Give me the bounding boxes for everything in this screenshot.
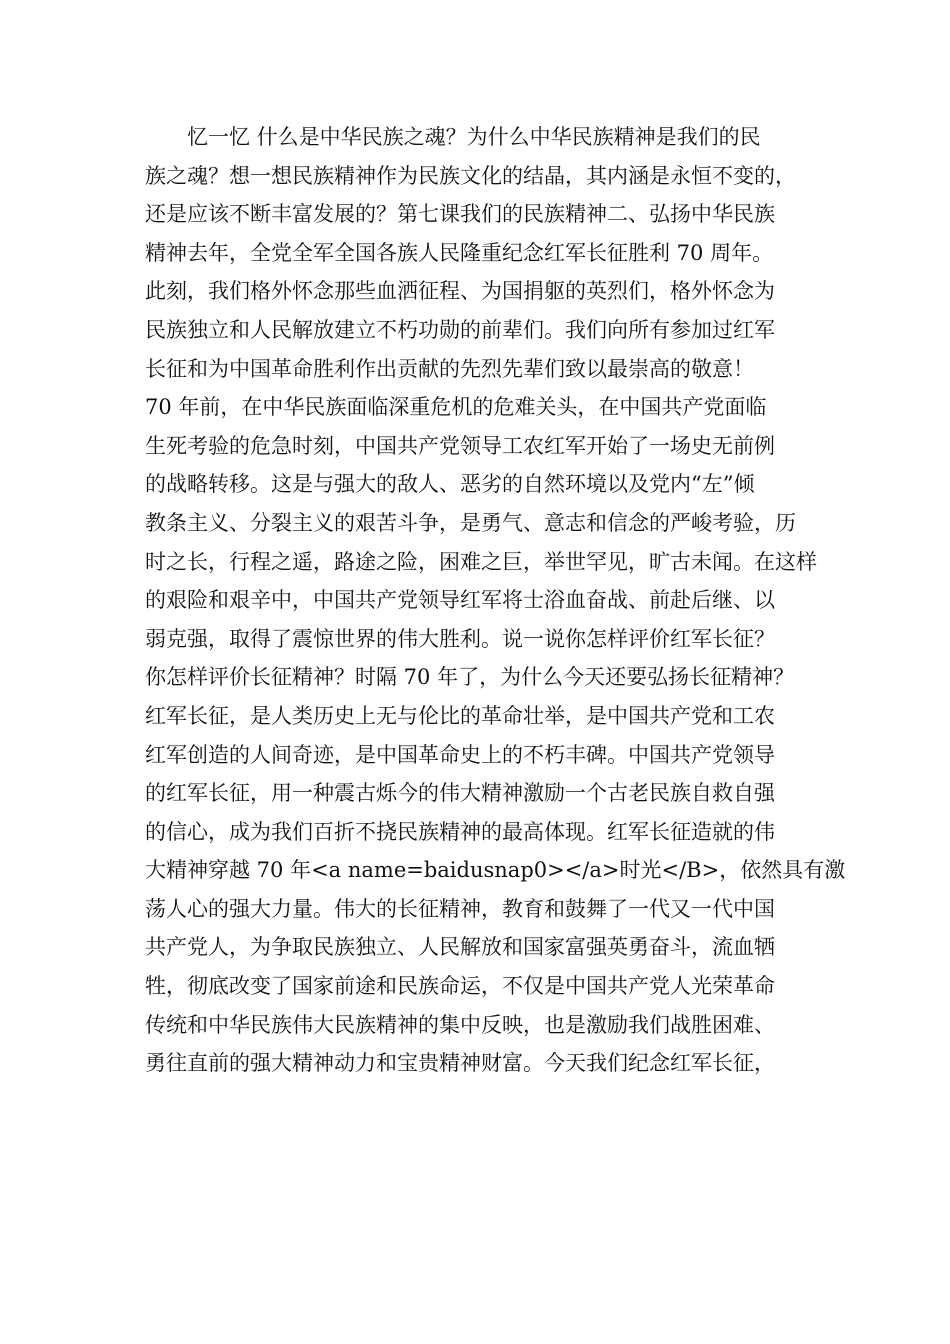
text-line: 生死考验的危急时刻，中国共产党领导工农红军开始了一场史无前例: [145, 433, 775, 458]
text-line: 长征和为中国革命胜利作出贡献的先烈先辈们致以最崇高的敬意！: [145, 356, 754, 381]
text-line: 共产党人，为争取民族独立、人民解放和国家富强英勇奋斗，流血牺: [145, 935, 775, 960]
text-line: 族之魂？想一想民族精神作为民族文化的结晶，其内涵是永恒不变的，: [145, 163, 796, 188]
text-line: 红军长征，是人类历史上无与伦比的革命壮举，是中国共产党和工农: [145, 703, 775, 728]
text-line: 还是应该不断丰富发展的？第七课我们的民族精神二、弘扬中华民族: [145, 202, 775, 227]
body-text: [145, 118, 846, 1083]
text-line: 牲，彻底改变了国家前途和民族命运，不仅是中国共产党人光荣革命: [145, 974, 775, 999]
text-line: 的战略转移。这是与强大的敌人、恶劣的自然环境以及党内“左”倾: [145, 472, 755, 497]
text-line: 传统和中华民族伟大民族精神的集中反映，也是激励我们战胜困难、: [145, 1012, 775, 1037]
text-line: 精神去年，全党全军全国各族人民隆重纪念红军长征胜利 70 周年。: [145, 240, 774, 265]
text-line: 教条主义、分裂主义的艰苦斗争，是勇气、意志和信念的严峻考验，历: [145, 510, 796, 535]
text-line: 大精神穿越 70 年<a name=baidusnap0></a>时光</B>，依然具有激: [145, 858, 846, 883]
text-line: 的艰险和艰辛中，中国共产党领导红军将士浴血奋战、前赴后继、以: [145, 588, 775, 613]
text-line: 红军创造的人间奇迹，是中国革命史上的不朽丰碑。中国共产党领导: [145, 742, 775, 767]
text-line: 此刻，我们格外怀念那些血洒征程、为国捐躯的英烈们，格外怀念为: [145, 279, 775, 304]
text-line: 你怎样评价长征精神？时隔 70 年了，为什么今天还要弘扬长征精神？: [145, 665, 795, 690]
text-line: 的信心，成为我们百折不挠民族精神的最高体现。红军长征造就的伟: [145, 819, 775, 844]
text-line: 忆一忆 什么是中华民族之魂？为什么中华民族精神是我们的民: [187, 125, 761, 149]
text-line: 时之长，行程之遥，路途之险，困难之巨，举世罕见，旷古未闻。在这样: [145, 549, 817, 574]
text-line: 的红军长征，用一种震古烁今的伟大精神激励一个古老民族自救自强: [145, 781, 775, 806]
text-line: 民族独立和人民解放建立不朽功勋的前辈们。我们向所有参加过红军: [145, 317, 775, 342]
text-line: 荡人心的强大力量。伟大的长征精神，教育和鼓舞了一代又一代中国: [145, 896, 775, 921]
text-line: 弱克强，取得了震惊世界的伟大胜利。说一说你怎样评价红军长征？: [145, 626, 775, 651]
text-line: 勇往直前的强大精神动力和宝贵精神财富。今天我们纪念红军长征，: [145, 1051, 775, 1076]
text-line: 70 年前，在中华民族面临深重危机的危难关头，在中国共产党面临: [145, 395, 767, 420]
